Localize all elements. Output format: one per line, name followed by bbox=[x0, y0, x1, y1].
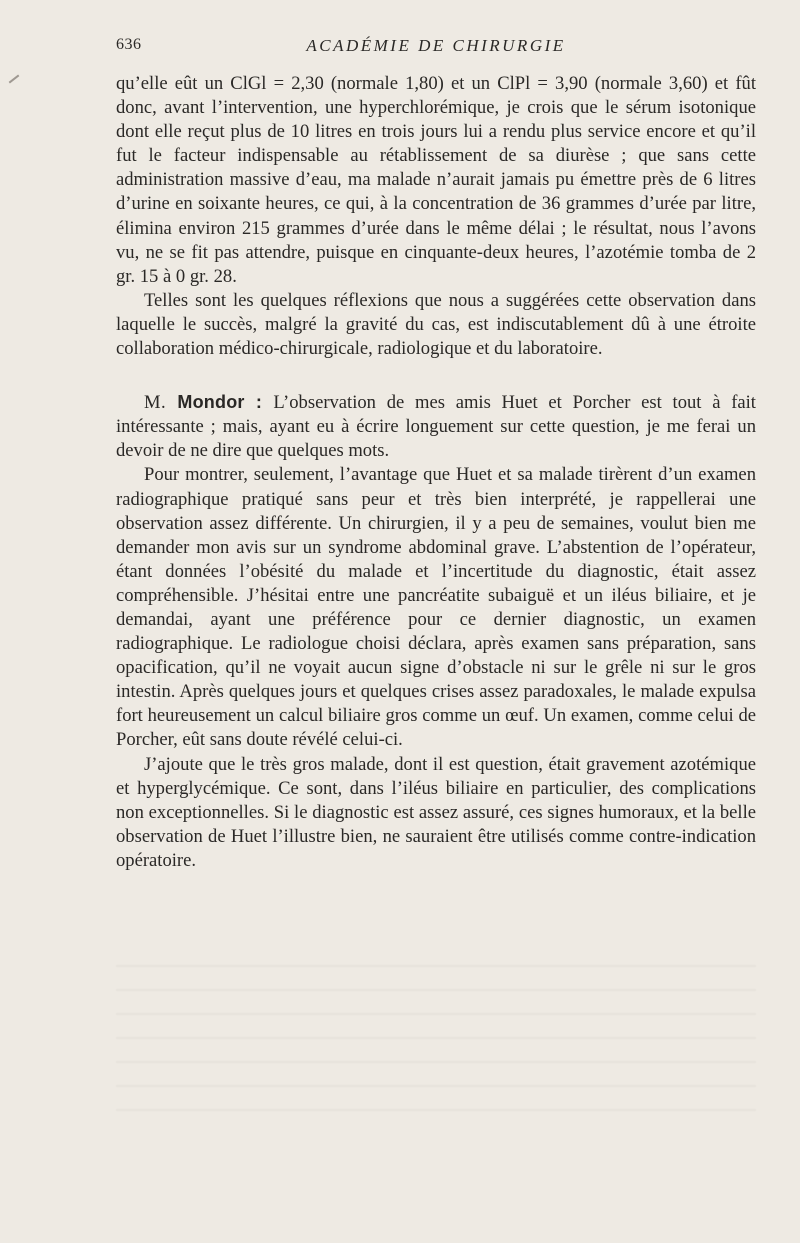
speaker-prefix: M. bbox=[144, 392, 178, 414]
page-header bbox=[116, 34, 756, 58]
paragraph-1: qu’elle eût un ClGl = 2,30 (normale 1,80) et un ClPl = 3,90 (normale 3,60) et fût donc, avant l’intervention, une hyperchlorémique, je crois que le sérum isotonique dont elle reçut plus de 10 litres en trois jours lui a rendu plus service encore et qu’il fut le facteur indispensable au rétablissement de sa diurèse ; que sans cette administration massive d’eau, ma malade n’aurait jamais pu émettre près de 6 litres d’urine en soixante heures, ce qui, à la concentration de 36 grammes d’urée par litre, élimina environ 215 grammes d’urée dans le même délai ; le résultat, nous l’avons vu, ne se fit pas attendre, puisque en cinquante-deux heures, l’azotémie tomba de 2 gr. 15 à 0 gr. 28. bbox=[116, 73, 756, 287]
bleed-through-texture bbox=[116, 955, 756, 1125]
speech-paragraph bbox=[116, 390, 756, 463]
body-text bbox=[116, 72, 756, 873]
paragraph-3: Pour montrer, seulement, l’avantage que Huet et sa malade tirèrent d’un examen radiographique pratiqué sans peur et très bien interprété, je rappellerai une observation assez différente. Un chirurgien, il y a peu de semaines, voulut bien me demander mon avis sur un syndrome abdominal grave. L’abstention de l’opérateur, étant données l’obésité du malade et l’incertitude du diagnostic, était assez compréhensible. J’hésitai entre une pancréatite subaiguë et un iléus biliaire, et je demandai, ayant une préférence pour ce dernier diagnostic, un examen radiographique. Le radiologue choisi déclara, après examen sans préparation, sans opacification, qu’il ne voyait aucun signe d’obstacle ni sur le grêle ni sur le gros intestin. Après quelques jours et quelques crises assez paradoxales, le malade expulsa fort heureusement un calcul biliaire gros comme un œuf. Un examen, comme celui de Porcher, eût sans doute révélé celui-ci. bbox=[116, 464, 756, 751]
paragraph-2: Telles sont les quelques réflexions que nous a suggérées cette observation dans laquelle le succès, malgré la gravité du cas, est indiscutablement dû à une étroite collaboration médico-chirurgicale, radiologique et du laboratoire. bbox=[116, 289, 756, 360]
running-title: ACADÉMIE DE CHIRURGIE bbox=[306, 36, 566, 55]
section-spacer bbox=[116, 361, 756, 390]
paragraph-4: J’ajoute que le très gros malade, dont il est question, était gravement azotémique et hyperglycémique. Ce sont, dans l’iléus biliaire en particulier, des complications non exceptionnelles. Si le diagnostic est assez assuré, ces signes humoraux, et la belle observation de Huet l’illustre bien, ne sauraient être utilisés comme contre-indication opératoire. bbox=[116, 753, 756, 871]
speech-text: L’observation de mes amis Huet et Porcher est tout à fait intéressante ; mais, ayant eu à écrire longuement sur cette question, je me ferai un devoir de ne dire que quelques mots. bbox=[116, 392, 756, 462]
speaker-name: Mondor bbox=[177, 392, 245, 413]
margin-mark bbox=[9, 75, 20, 84]
speaker-colon: : bbox=[244, 392, 274, 413]
page-number: 636 bbox=[116, 36, 142, 53]
